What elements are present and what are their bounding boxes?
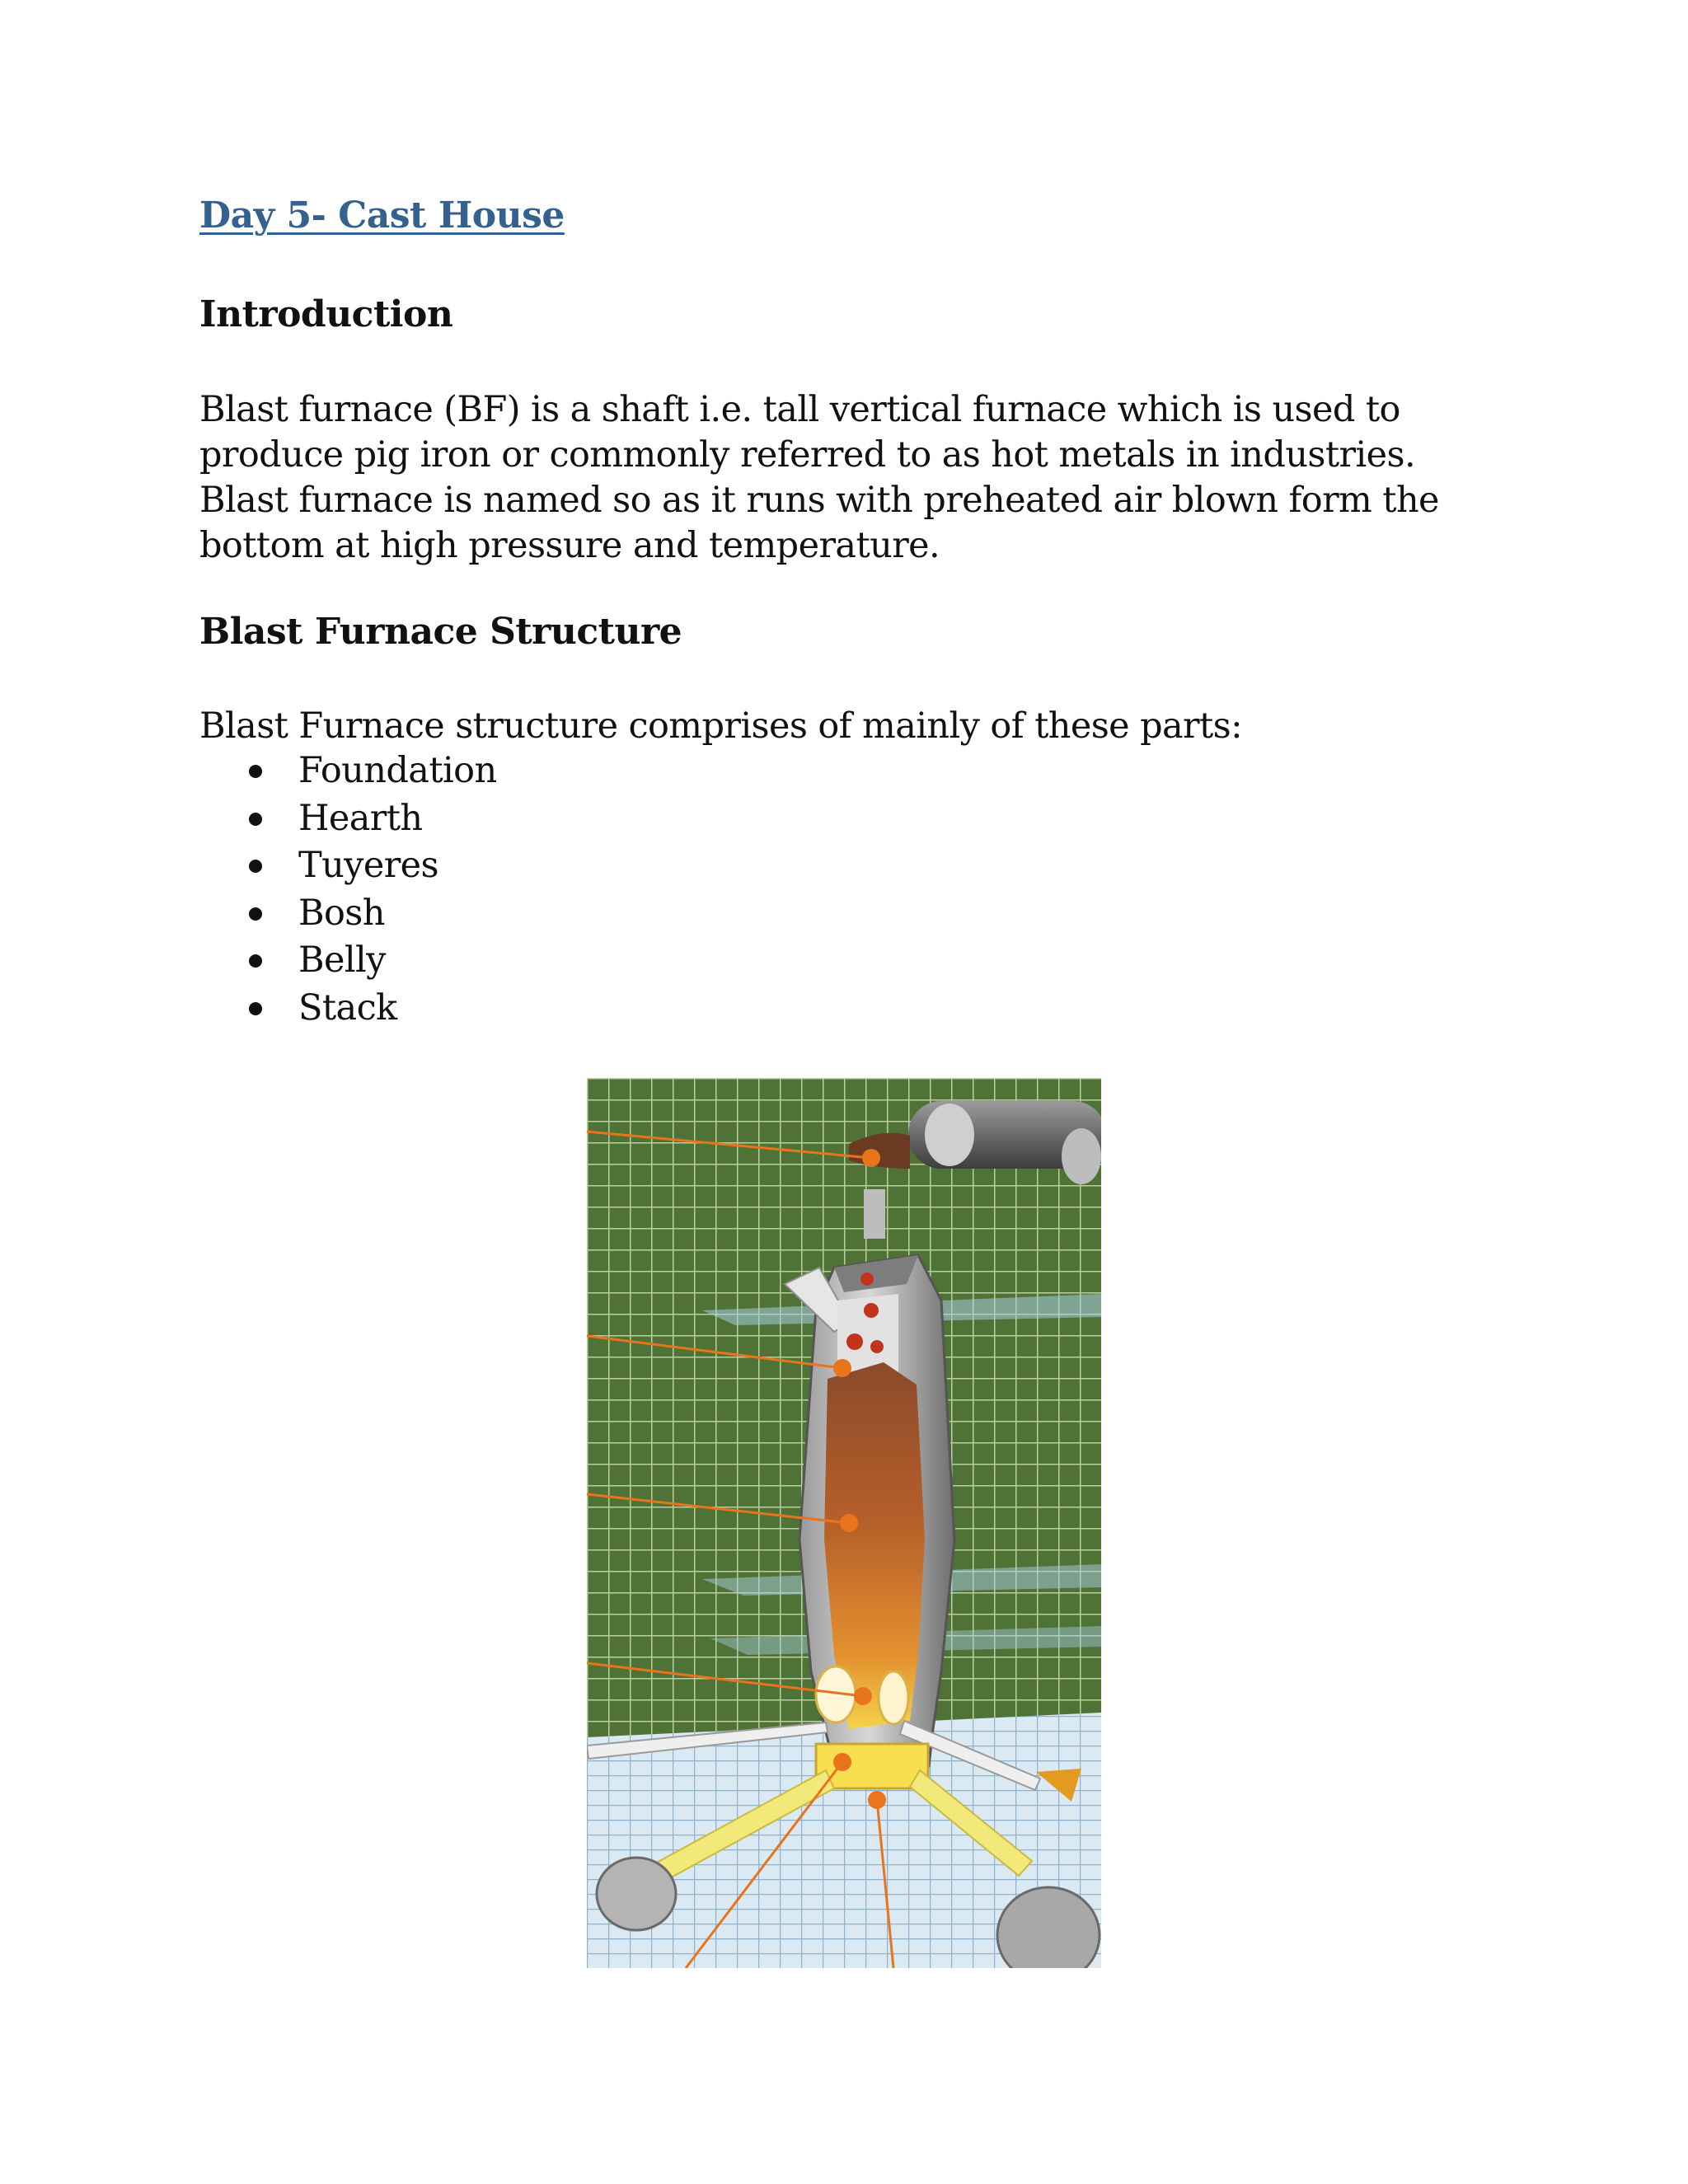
list-item xyxy=(199,890,497,938)
bullet-icon xyxy=(249,954,262,968)
bullet-icon xyxy=(249,813,262,826)
blast-furnace-illustration xyxy=(587,1078,1101,1968)
bullet-icon xyxy=(249,860,262,873)
list-item-label: Bosh xyxy=(298,892,385,934)
structure-intro-text: Blast Furnace structure comprises of mainly of these parts: xyxy=(199,705,1243,747)
list-item-label: Foundation xyxy=(298,750,497,791)
list-item-label: Hearth xyxy=(298,797,423,839)
blast-furnace-diagram-image xyxy=(587,1078,1101,1968)
section-heading-introduction: Introduction xyxy=(199,293,453,335)
list-item-label: Belly xyxy=(298,940,386,981)
list-item xyxy=(199,937,497,985)
list-item xyxy=(199,842,497,890)
list-item xyxy=(199,795,497,843)
page-title[interactable]: Day 5- Cast House xyxy=(199,194,565,237)
bullet-icon xyxy=(249,907,262,921)
bullet-icon xyxy=(249,1002,262,1015)
introduction-paragraph: Blast furnace (BF) is a shaft i.e. tall vertical furnace which is used to produce pig iron or commonly referred to as hot metals in industries. Blast furnace is named so as it runs with preheated air blown form the bottom at high pressure and temperature. xyxy=(199,389,1439,566)
parts-list xyxy=(199,748,497,1032)
list-item xyxy=(199,748,497,795)
list-item xyxy=(199,985,497,1033)
list-item-label: Tuyeres xyxy=(298,845,438,886)
list-item-label: Stack xyxy=(298,987,397,1029)
section-heading-structure: Blast Furnace Structure xyxy=(199,611,682,653)
bullet-icon xyxy=(249,765,262,778)
